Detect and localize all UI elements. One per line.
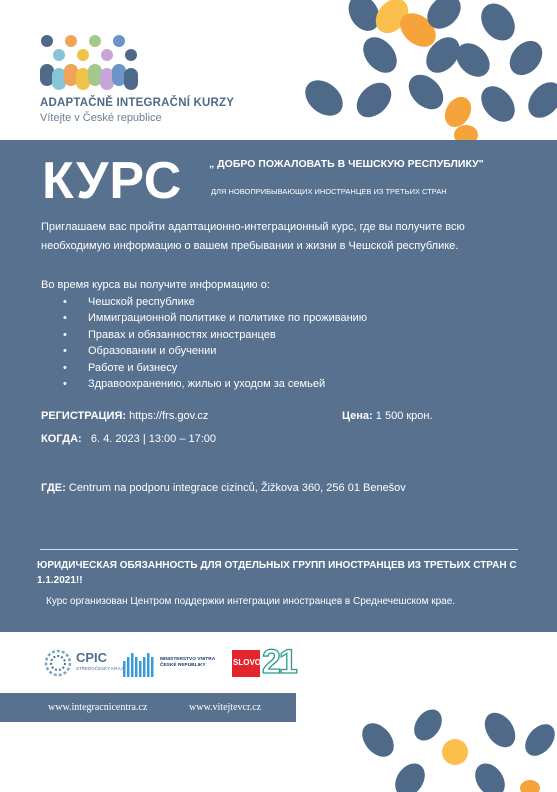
registration-label: РЕГИСТРАЦИЯ: (41, 410, 127, 422)
cpic-name: CPIC (76, 650, 108, 665)
ministry-name (160, 657, 215, 669)
logo-subtitle: Vítejte v České republice (40, 112, 162, 124)
list-item: • Чешской республике (41, 294, 367, 310)
cpic-subtitle: STŘEDOČESKÝ KRAJ (76, 666, 123, 671)
course-title: „ ДОБРО ПОЖАЛОВАТЬ В ЧЕШСКУЮ РЕСПУБЛИКУ" (209, 158, 484, 170)
price-row (342, 410, 433, 422)
people-figures-logo-icon (38, 32, 148, 94)
slovo-label: SLOVO (233, 658, 262, 667)
course-heading: КУРС (42, 152, 183, 210)
ministry-line-2: ČESKÉ REPUBLIKY (160, 663, 206, 668)
slovo-number: 21 (262, 643, 296, 681)
flower-decoration-icon (298, 0, 557, 140)
list-item: • Образовании и обучении (41, 343, 367, 359)
topics-list (41, 294, 367, 392)
course-subtitle: ДЛЯ НОВОПРИБЫВАЮЩИХ ИНОСТРАНЦЕВ ИЗ ТРЕТЬИХ СТРАН (211, 187, 447, 196)
where-row (41, 482, 406, 494)
info-lead: Во время курса вы получите информацию о: (41, 279, 270, 291)
registration-row (41, 410, 208, 422)
ministry-line-1: MINISTERSTVO VNITRA (160, 657, 216, 662)
list-item: • Здравоохранению, жилью и уходом за семьей (41, 376, 367, 392)
flower-decoration-icon (350, 700, 557, 792)
footer-link-integracnicentra[interactable]: www.integracnicentra.cz (48, 702, 148, 713)
list-item: • Иммиграционной политике и политике по проживанию (41, 310, 367, 326)
ministry-bars-logo-icon (123, 651, 157, 677)
intro-paragraph: Приглашаем вас пройти адаптационно-интеграционный курс, где вы получите всю необходимую информацию о вашем пребывании и жизни в Чешской республике. (41, 221, 465, 252)
legal-notice: ЮРИДИЧЕСКАЯ ОБЯЗАННОСТЬ ДЛЯ ОТДЕЛЬНЫХ ГРУПП ИНОСТРАНЦЕВ ИЗ ТРЕТЬИХ СТРАН С 1.1.2021!! (37, 560, 517, 586)
footer-link-vitejtevcr[interactable]: www.vitejtevcr.cz (189, 702, 262, 713)
organizer-note: Курс организован Центром поддержки интеграции иностранцев в Среднечешском крае. (46, 596, 456, 607)
price-label: Цена: (342, 410, 373, 422)
when-row (41, 433, 216, 445)
logo-title: ADAPTAČNĚ INTEGRAČNÍ KURZY (40, 97, 235, 109)
where-value: Centrum na podporu integrace cizinců, Žižkova 360, 256 01 Benešov (68, 482, 406, 494)
list-item: • Работе и бизнесу (41, 360, 367, 376)
where-label: ГДЕ: (41, 482, 66, 494)
when-label: КОГДА: (41, 433, 82, 445)
cpic-circle-logo-icon (43, 648, 73, 678)
list-item: • Правах и обязанностях иностранцев (41, 327, 367, 343)
when-value: 6. 4. 2023 | 13:00 – 17:00 (90, 433, 217, 445)
divider (40, 549, 518, 550)
price-value: 1 500 крон. (375, 410, 433, 422)
registration-link[interactable]: https://frs.gov.cz (129, 410, 209, 422)
